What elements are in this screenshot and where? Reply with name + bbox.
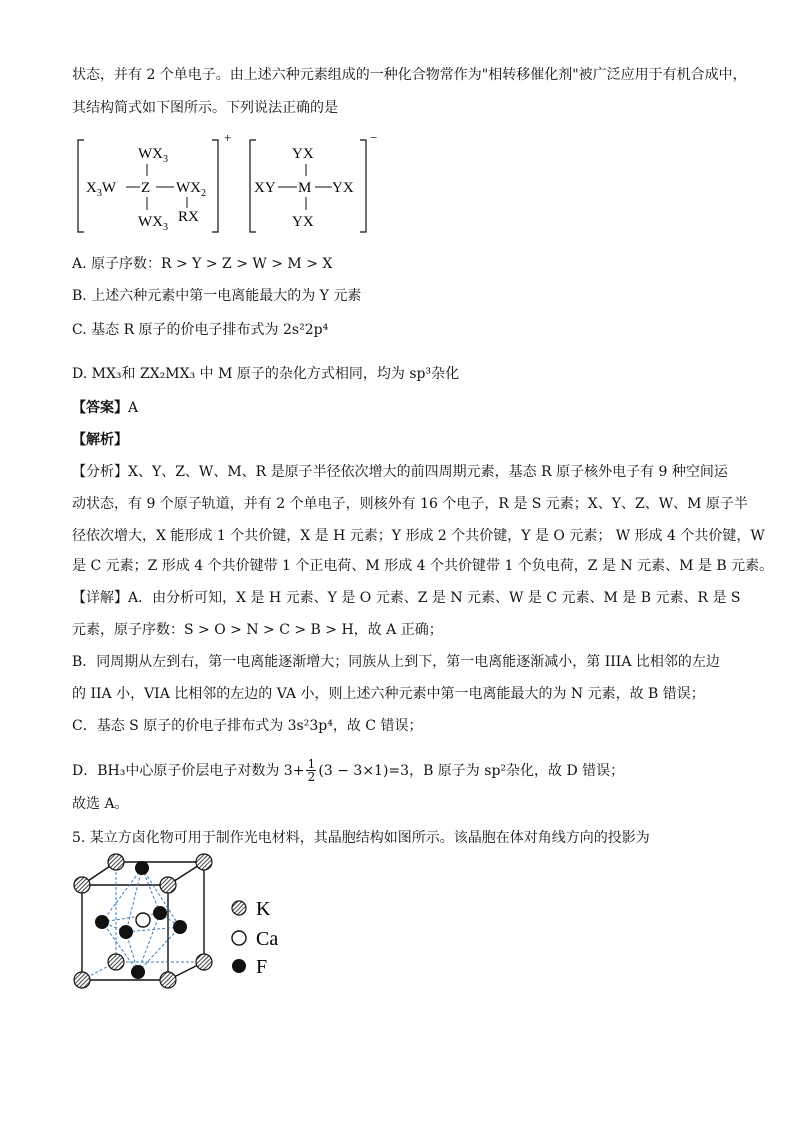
intro-line-2: 其结构简式如下图所示。下列说法正确的是 bbox=[72, 100, 338, 116]
option-d: D. MX₃和 ZX₂MX₃ 中 M 原子的杂化方式相同，均为 sp³杂化 bbox=[72, 366, 460, 382]
detail-line-1: 【详解】A．由分析可知，X 是 H 元素、Y 是 O 元素、Z 是 N 元素、W 是 C 元素、M 是 B 元素、R 是 S bbox=[72, 590, 741, 606]
legend-k-label: K bbox=[256, 898, 271, 920]
legend-f-label: F bbox=[256, 956, 268, 978]
anion-charge: − bbox=[370, 130, 378, 145]
legend-ca-label: Ca bbox=[256, 928, 279, 950]
k-atom bbox=[160, 877, 176, 893]
cation-top: $WX_3$ bbox=[138, 146, 168, 165]
f-atom bbox=[173, 920, 187, 934]
analysis-line-2: 动状态，有 9 个原子轨道，并有 2 个单电子，则核外有 16 个电子，R 是 S 元素；X、Y、Z、W、M 原子半 bbox=[72, 496, 748, 512]
k-atom bbox=[196, 854, 212, 870]
k-atom bbox=[74, 972, 90, 988]
question-5: 5. 某立方卤化物可用于制作光电材料，其晶胞结构如图所示。该晶胞在体对角线方向的投影为 bbox=[72, 830, 650, 846]
crystal-cell-diagram bbox=[68, 850, 318, 1000]
analysis-line-3: 径依次增大，X 能形成 1 个共价键，X 是 H 元素；Y 形成 2 个共价键，Y 是 O 元素； W 形成 4 个共价键，W bbox=[72, 528, 765, 544]
legend-k-marker bbox=[232, 901, 246, 915]
detail-line-7: 故选 A。 bbox=[72, 796, 129, 812]
answer-label: 【答案】 bbox=[72, 400, 128, 416]
cation-right: $WX_2$ bbox=[176, 180, 206, 199]
cation-left: $X_3W$ bbox=[86, 180, 117, 199]
cation-charge: + bbox=[224, 130, 232, 145]
k-atom bbox=[196, 954, 212, 970]
answer-value: A bbox=[128, 400, 139, 416]
option-c: C. 基态 R 原子的价电子排布式为 2s²2p⁴ bbox=[72, 322, 329, 338]
f-atom bbox=[153, 906, 167, 920]
f-atom bbox=[95, 915, 109, 929]
f-atom bbox=[119, 925, 133, 939]
k-atom bbox=[74, 877, 90, 893]
anion-top: YX bbox=[292, 146, 314, 162]
option-a: A. 原子序数：R > Y > Z > W > M > X bbox=[72, 256, 333, 272]
detail-line-6-post: (3 − 3×1)=3，B 原子为 sp²杂化，故 D 错误； bbox=[318, 762, 625, 779]
option-b: B. 上述六种元素中第一电离能最大的为 Y 元素 bbox=[72, 288, 362, 304]
f-atom bbox=[135, 861, 149, 875]
analysis-line-1: 【分析】X、Y、Z、W、M、R 是原子半径依次增大的前四周期元素，基态 R 原子核外电子有 9 种空间运 bbox=[72, 464, 728, 480]
answer bbox=[72, 398, 138, 418]
detail-line-6-pre: D．BH₃中心原子价层电子对数为 3+ bbox=[72, 762, 305, 779]
k-atom bbox=[108, 954, 124, 970]
k-atom bbox=[108, 854, 124, 870]
intro-line-1: 状态，并有 2 个单电子。由上述六种元素组成的一种化合物常作为"相转移催化剂"被广泛应用于有机合成中， bbox=[72, 67, 747, 83]
anion-bottom: YX bbox=[292, 214, 314, 230]
cation-bottom-right: RX bbox=[178, 209, 199, 225]
legend-ca-marker bbox=[232, 931, 246, 945]
structure-formula bbox=[70, 128, 390, 244]
cation-bottom: $WX_3$ bbox=[138, 214, 168, 233]
k-atom bbox=[160, 972, 176, 988]
fraction-denominator: 2 bbox=[307, 770, 316, 784]
detail-line-3: B．同周期从左到右，第一电离能逐渐增大；同族从上到下，第一电离能逐渐减小，第 IIIA 比相邻的左边 bbox=[72, 654, 720, 670]
analysis-label: 【解析】 bbox=[72, 432, 128, 448]
detail-line-5: C．基态 S 原子的价电子排布式为 3s²3p⁴，故 C 错误； bbox=[72, 718, 423, 734]
detail-line-4: 的 IIA 小，VIA 比相邻的左边的 VA 小，则上述六种元素中第一电离能最大的为 N 元素，故 B 错误； bbox=[72, 686, 705, 702]
detail-line-2: 元素，原子序数：S > O > N > C > B > H，故 A 正确； bbox=[72, 622, 443, 638]
detail-line-6 bbox=[72, 758, 624, 783]
fraction bbox=[306, 758, 316, 783]
analysis-line-4: 是 C 元素；Z 形成 4 个共价键带 1 个正电荷、M 形成 4 个共价键带 1 个负电荷，Z 是 N 元素、M 是 B 元素。 bbox=[72, 558, 774, 574]
legend-f-marker bbox=[232, 959, 246, 973]
cation-center: Z bbox=[141, 180, 151, 196]
anion-center: M bbox=[298, 180, 312, 196]
ca-atom bbox=[136, 913, 150, 927]
anion-right: YX bbox=[332, 180, 354, 196]
fraction-numerator: 1 bbox=[307, 757, 316, 771]
f-atom bbox=[131, 965, 145, 979]
anion-left: XY bbox=[254, 180, 276, 196]
